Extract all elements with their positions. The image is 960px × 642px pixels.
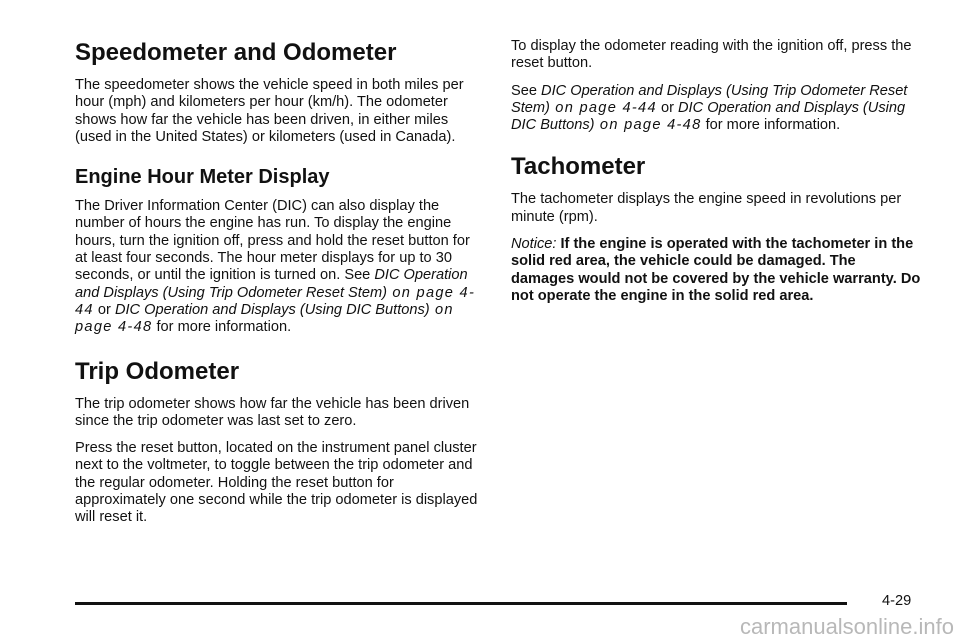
page-ref-4-48[interactable]: on page 4-48	[75, 301, 454, 336]
heading-engine-hour-meter: Engine Hour Meter Display	[75, 166, 330, 189]
page-number: 4-29	[882, 593, 912, 609]
engine-end: for more information.	[152, 319, 292, 336]
link-dic-buttons[interactable]: DIC Operation and Displays (Using DIC Buttons)	[114, 301, 430, 318]
paragraph-tachometer: The tachometer displays the engine speed in revolutions per minute (rpm).	[511, 191, 902, 225]
engine-or: or	[93, 301, 115, 318]
paragraph-see-dic	[511, 83, 921, 135]
notice-label: Notice:	[511, 236, 557, 253]
heading-tachometer: Tachometer	[511, 153, 646, 181]
watermark: carmanualsonline.info	[739, 614, 954, 639]
page-ref-4-44[interactable]: on page 4-44	[75, 284, 476, 318]
heading-speedometer-odometer: Speedometer and Odometer	[75, 39, 397, 66]
paragraph-engine-hour-meter	[75, 198, 485, 336]
notice-text: If the engine is operated with the tachometer in the solid red area, the vehicle could be damaged. The damages would not be covered by the vehicle warranty. Do not operate the engine in the solid red area.	[511, 236, 921, 304]
page-ref-4-44-right[interactable]: on page 4-44	[549, 99, 657, 116]
see-end: for more information.	[701, 117, 841, 134]
link-dic-trip-stem-right[interactable]: DIC Operation and Displays (Using Trip Odometer Reset Stem)	[511, 82, 908, 116]
right-column	[511, 38, 921, 315]
footer-rule	[75, 602, 847, 605]
paragraph-ignition-off: To display the odometer reading with the ignition off, press the reset button.	[511, 38, 912, 72]
heading-trip-odometer: Trip Odometer	[75, 357, 240, 385]
paragraph-trip-2: Press the reset button, located on the instrument panel cluster next to the voltmeter, to toggle between the trip odometer and the regular odometer. Holding the reset button for approximately one second while the trip odometer is displayed will reset it.	[75, 440, 478, 526]
paragraph-speedometer: The speedometer shows the vehicle speed in both miles per hour (mph) and kilometers per hour (km/h). The odometer shows how far the vehicle has been driven, in either miles (used in the United States) or kilometers (used in Canada).	[75, 77, 464, 145]
page-ref-4-48-right[interactable]: on page 4-48	[594, 117, 702, 134]
link-dic-trip-stem[interactable]: DIC Operation and Displays (Using Trip Odometer Reset Stem)	[75, 267, 468, 301]
left-column	[75, 38, 485, 537]
paragraph-trip-1: The trip odometer shows how far the vehicle has been driven since the trip odometer was last set to zero.	[75, 395, 470, 429]
engine-text: The Driver Information Center (DIC) can also display the number of hours the engine has run. To display the engine hours, turn the ignition off, press and hold the reset button for at least four seconds. The hour meter displays for up to 30 seconds, or until the ignition is turned on. See	[75, 198, 470, 284]
see-text: See	[511, 82, 542, 99]
see-or: or	[656, 99, 678, 116]
link-dic-buttons-right[interactable]: DIC Operation and Displays (Using DIC Buttons)	[511, 99, 906, 134]
notice-block	[511, 236, 921, 305]
